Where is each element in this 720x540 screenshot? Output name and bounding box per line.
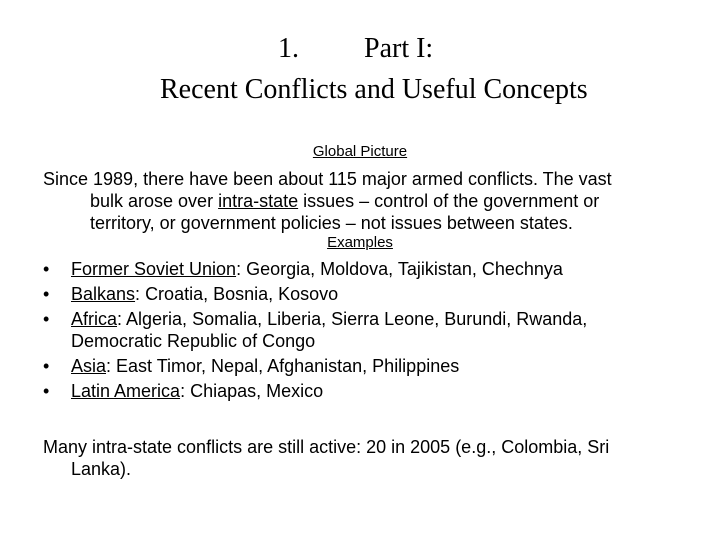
region-countries: Algeria, Somalia, Liberia, Sierra Leone, Burundi, Rwanda, [126,309,588,329]
closing-line-1: Many intra-state conflicts are still active: 20 in 2005 (e.g., Colombia, Sri [43,437,610,457]
region-countries: Croatia, Bosnia, Kosovo [145,284,339,304]
region-separator: : [106,356,117,376]
closing-paragraph [43,436,703,480]
intro-line-2-post: issues – control of the government or [298,191,600,211]
list-item [43,354,703,379]
region-name: Balkans [71,284,136,304]
region-separator: : [236,259,247,279]
title-number: 1. [278,33,299,64]
region-countries: Georgia, Moldova, Tajikistan, Chechnya [246,259,563,279]
title-line-1 [278,30,433,68]
closing-line-2: Lanka). [71,459,132,479]
list-item [43,257,703,282]
region-name: Africa [71,309,118,329]
global-picture-text [43,168,693,234]
region-name: Latin America [71,381,181,401]
intra-state-term: intra-state [218,191,299,211]
region-separator: : [180,381,191,401]
region-name: Former Soviet Union [71,259,237,279]
region-separator: : [117,309,127,329]
bullet-icon: • [43,309,50,329]
list-item [43,379,703,404]
intro-line-1: Since 1989, there have been about 115 major armed conflicts. The vast [43,169,612,189]
list-item [43,282,703,307]
bullet-icon: • [43,284,50,304]
region-countries-continued: Democratic Republic of Congo [71,331,316,351]
intro-line-3: territory, or government policies – not issues between states. [90,213,573,233]
intro-line-2 [43,190,693,212]
bullet-icon: • [43,381,50,401]
region-countries: Chiapas, Mexico [190,381,324,401]
region-separator: : [135,284,146,304]
region-countries: East Timor, Nepal, Afghanistan, Philippines [116,356,460,376]
global-picture-heading [0,143,720,160]
bullet-icon: • [43,259,50,279]
examples-list [43,257,703,404]
global-picture-heading-text: Global Picture [312,143,408,160]
title-part: Part I: [364,33,434,64]
region-name: Asia [71,356,107,376]
list-item [43,307,703,352]
examples-heading-text: Examples [327,234,393,251]
title-subtitle: Recent Conflicts and Useful Concepts [160,74,588,105]
examples-heading [0,234,720,251]
bullet-icon: • [43,356,50,376]
intro-line-2-pre: bulk arose over [90,191,219,211]
